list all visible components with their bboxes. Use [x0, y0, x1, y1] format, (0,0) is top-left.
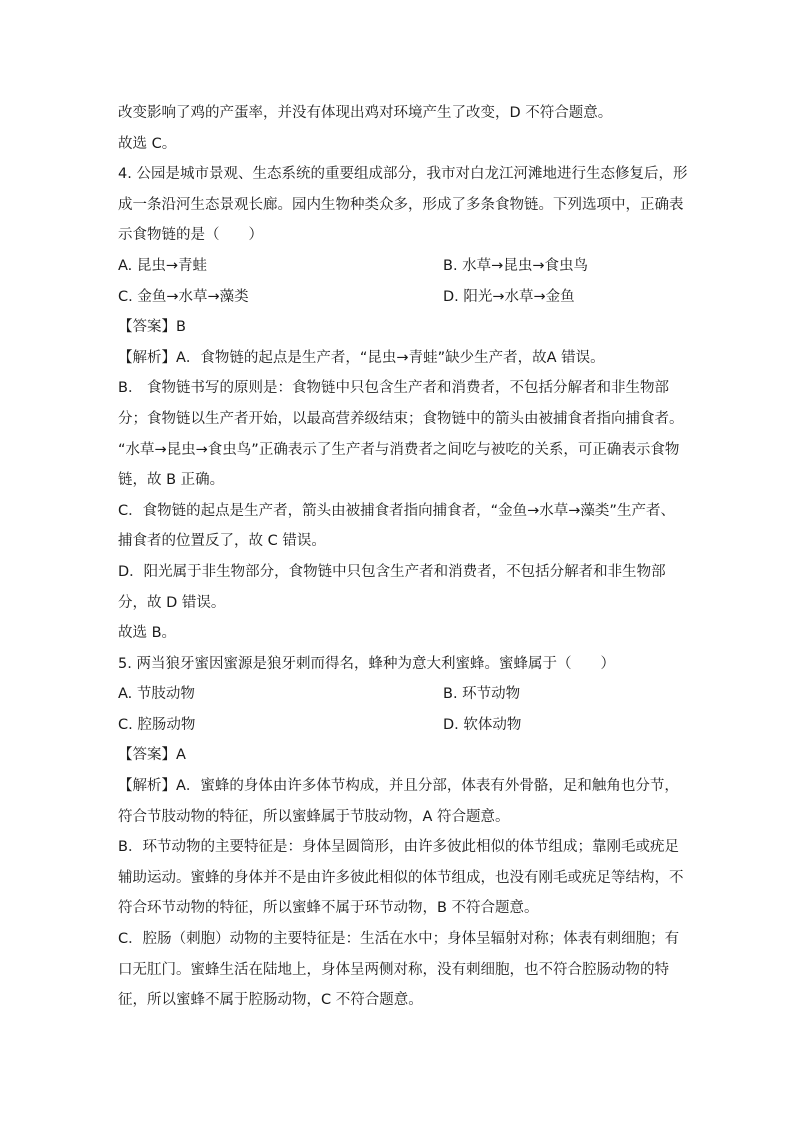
analysis-line: 分；食物链以生产者开始，以最高营养级结束；食物链中的箭头由被捕食者指向捕食者。	[118, 410, 684, 427]
analysis-line: “水草→昆虫→食虫鸟”正确表示了生产者与消费者之间吃与被吃的关系，可正确表示食物	[118, 441, 680, 458]
analysis-line: 口无肛门。蜜蜂生活在陆地上，身体呈两侧对称，没有刺细胞，也不符合腔肠动物的特	[118, 961, 669, 978]
question-stem-line: 4. 公园是城市景观、生态系统的重要组成部分，我市对白龙江河滩地进行生态修复后，形	[118, 166, 688, 183]
analysis-line: 征，所以蜜蜂不属于腔肠动物，C 不符合题意。	[118, 992, 423, 1009]
analysis-line: 辅助运动。蜜蜂的身体并不是由许多彼此相似的体节组成，也没有刚毛或疣足等结构，不	[118, 869, 684, 886]
option-d: D. 软体动物	[443, 716, 522, 733]
option-b: B. 环节动物	[443, 686, 521, 703]
question-4	[118, 159, 688, 649]
option-c: C. 金鱼→水草→藻类	[118, 288, 249, 305]
analysis-line: 链，故 B 正确。	[118, 472, 225, 489]
analysis-line: 符合节肢动物的特征，所以蜜蜂属于节肢动物，A 符合题意。	[118, 808, 510, 825]
answer-line: 【答案】B	[118, 319, 186, 336]
options-row	[118, 710, 678, 741]
option-b: B. 水草→昆虫→食虫鸟	[443, 257, 588, 274]
analysis-line: B． 食物链书写的原则是：食物链中只包含生产者和消费者，不包括分解者和非生物部	[118, 380, 670, 397]
analysis-line: B．环节动物的主要特征是：身体呈圆筒形，由许多彼此相似的体节组成；靠刚毛或疣足	[118, 839, 679, 856]
document-page	[118, 98, 688, 1016]
answer-line: 【答案】A	[118, 747, 186, 764]
option-c: C. 腔肠动物	[118, 716, 196, 733]
analysis-line: C．腔肠（刺胞）动物的主要特征是：生活在水中；身体呈辐射对称；体表有刺细胞；有	[118, 931, 680, 948]
option-a: A. 昆虫→青蛙	[118, 257, 208, 274]
analysis-line: 【解析】A．蜜蜂的身体由许多体节构成，并且分部，体表有外骨骼，足和触角也分节，	[118, 778, 679, 795]
options-row	[118, 282, 678, 313]
question-stem-line: 成一条沿河生态景观长廊。园内生物种类众多，形成了多条食物链。下列选项中，正确表	[118, 196, 684, 213]
question-stem-line: 示食物链的是（ ）	[118, 227, 263, 244]
options-row	[118, 251, 678, 282]
analysis-line: C．食物链的起点是生产者，箭头由被捕食者指向捕食者，“金鱼→水草→藻类”生产者、	[118, 502, 675, 519]
analysis-line: 符合环节动物的特征，所以蜜蜂不属于环节动物，B 不符合题意。	[118, 900, 539, 917]
analysis-line: D．阳光属于非生物部分，食物链中只包含生产者和消费者，不包括分解者和非生物部	[118, 563, 666, 580]
analysis-line: 【解析】A．食物链的起点是生产者，“昆虫→青蛙”缺少生产者，故A 错误。	[118, 349, 605, 366]
analysis-line: 故选 B。	[118, 625, 177, 642]
analysis-line: 捕食者的位置反了，故 C 错误。	[118, 533, 326, 550]
option-a: A. 节肢动物	[118, 686, 195, 703]
question-stem-line: 5. 两当狼牙蜜因蜜源是狼牙刺而得名，蜂种为意大利蜜蜂。蜜蜂属于（ ）	[118, 655, 615, 672]
text-line: 改变影响了鸡的产蛋率，并没有体现出鸡对环境产生了改变，D 不符合题意。	[118, 105, 613, 121]
question-5	[118, 649, 684, 1016]
analysis-line: 分，故 D 错误。	[118, 594, 226, 611]
text-line: 故选 C。	[118, 135, 177, 152]
option-d: D. 阳光→水草→金鱼	[443, 288, 575, 305]
options-row	[118, 679, 678, 710]
